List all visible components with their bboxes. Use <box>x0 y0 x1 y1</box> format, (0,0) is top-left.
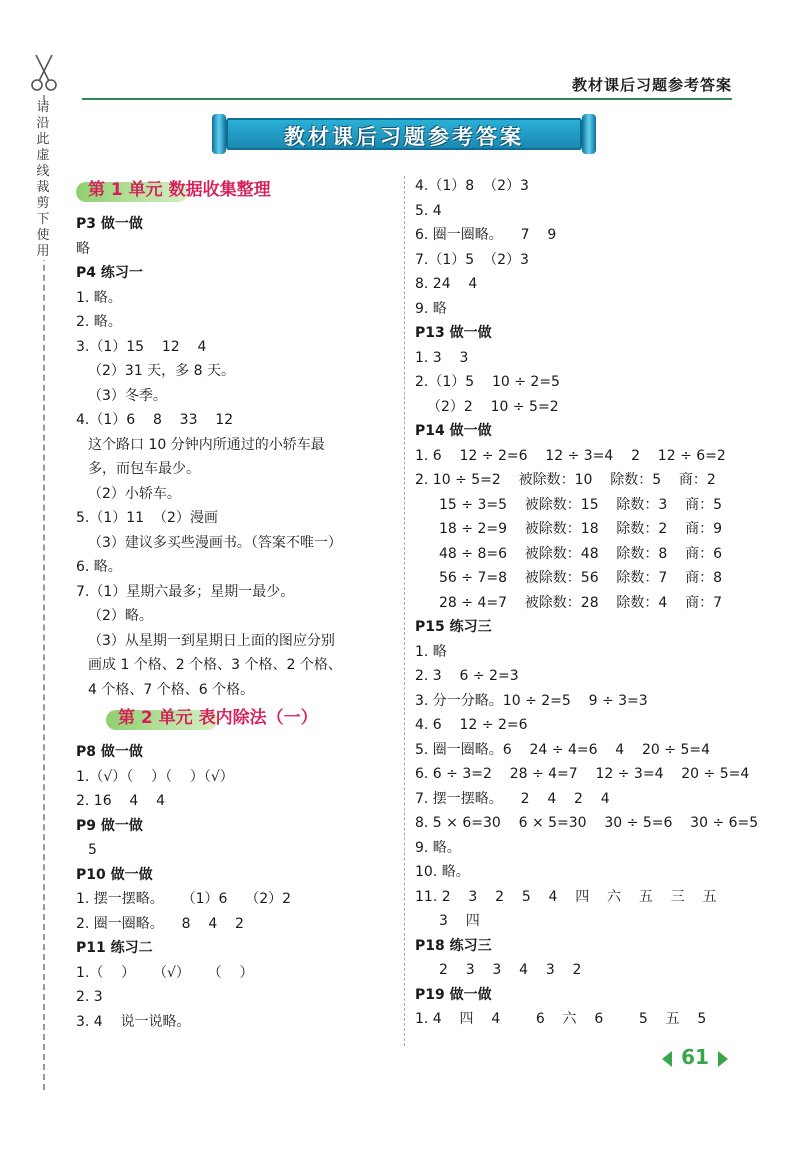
answer-line: 这个路口 10 分钟内所通过的小轿车最 <box>88 436 325 453</box>
answer-line: 2. 16 4 4 <box>76 793 166 809</box>
answer-line: 1.（√）（ ）（ ）（√） <box>76 768 234 785</box>
header-rule <box>82 98 732 100</box>
scissors-icon <box>28 52 60 92</box>
answer-line: 画成 1 个格、2 个格、3 个格、2 个格、 <box>88 657 342 673</box>
answer-line: 9. 略 <box>415 300 447 317</box>
answer-line: 1. 3 3 <box>415 349 469 366</box>
answer-line: 2. 3 <box>76 989 103 1005</box>
answer-line: 4.（1）6 8 33 12 <box>76 412 234 428</box>
answer-line: 48 ÷ 8=6 被除数：48 除数：8 商：6 <box>439 545 723 562</box>
answer-line: 2 3 3 4 3 2 <box>439 962 582 978</box>
answer-line: 多，而包车最少。 <box>88 461 200 477</box>
answer-line: （2）2 10 ÷ 5=2 <box>427 398 559 415</box>
answer-line: 15 ÷ 3=5 被除数：15 除数：3 商：5 <box>439 496 723 513</box>
arrow-left-icon <box>662 1051 672 1067</box>
section-heading: P19 做一做 <box>415 986 492 1003</box>
section-heading: P4 练习一 <box>76 265 143 281</box>
answer-line: （2）31 天，多 8 天。 <box>88 363 235 379</box>
answer-line: 1. 6 12 ÷ 2=6 12 ÷ 3=4 2 12 ÷ 6=2 <box>415 447 726 464</box>
section-heading: P11 练习二 <box>76 940 153 956</box>
banner-title: 教材课后习题参考答案 <box>284 125 524 149</box>
answer-line: 7.（1）5 （2）3 <box>415 251 529 268</box>
section-heading: P3 做一做 <box>76 216 143 232</box>
answer-line: 7.（1）星期六最多；星期一最少。 <box>76 583 295 600</box>
answer-line: 7. 摆一摆略。 2 4 2 4 <box>415 790 610 807</box>
unit-heading <box>76 176 396 210</box>
answer-line: 10. 略。 <box>415 864 470 880</box>
answer-line: 4 个格、7 个格、6 个格。 <box>88 681 255 698</box>
unit-heading-text: 第 2 单元 表内除法（一） <box>118 708 318 728</box>
title-banner <box>208 114 600 154</box>
answer-line: 1. 略。 <box>76 289 122 306</box>
answer-line: 3.（1）15 12 4 <box>76 338 207 355</box>
page-number <box>662 1047 728 1071</box>
answer-line: 6. 6 ÷ 3=2 28 ÷ 4=7 12 ÷ 3=4 20 ÷ 5=4 <box>415 766 750 782</box>
answer-line: 2. 3 6 ÷ 2=3 <box>415 668 519 684</box>
answer-line: 8. 24 4 <box>415 276 478 292</box>
answer-line: （3）从星期一到星期日上面的图应分别 <box>88 632 335 649</box>
left-column <box>76 174 396 1034</box>
unit-heading <box>76 704 396 738</box>
answer-line: 2.（1）5 10 ÷ 2=5 <box>415 374 560 390</box>
section-heading: P13 做一做 <box>415 325 492 341</box>
answer-line: 1. 摆一摆略。 （1）6 （2）2 <box>76 891 292 907</box>
section-heading: P14 做一做 <box>415 423 492 439</box>
unit-heading-text: 第 1 单元 数据收集整理 <box>88 180 271 200</box>
answer-line: （3）冬季。 <box>88 387 167 404</box>
answer-line: 5. 圈一圈略。6 24 ÷ 4=6 4 20 ÷ 5=4 <box>415 741 711 758</box>
answer-line: 4.（1）8 （2）3 <box>415 178 529 194</box>
section-heading: P9 做一做 <box>76 817 143 834</box>
answer-line: 8. 5 × 6=30 6 × 5=30 30 ÷ 5=6 30 ÷ 6=5 <box>415 815 759 831</box>
answer-line: 2. 略。 <box>76 314 122 330</box>
arrow-right-icon <box>718 1051 728 1067</box>
answer-line: 56 ÷ 7=8 被除数：56 除数：7 商：8 <box>439 570 723 586</box>
answer-line: （3）建议多买些漫画书。（答案不唯一） <box>88 534 342 551</box>
right-column <box>415 174 759 1032</box>
answer-line: 1. 4 四 4 6 六 6 5 五 5 <box>415 1011 707 1027</box>
answer-line: 5. 4 <box>415 202 442 219</box>
answer-line: 6. 圈一圈略。 7 9 <box>415 227 557 243</box>
section-heading: P15 练习三 <box>415 619 492 635</box>
answer-line: 28 ÷ 4=7 被除数：28 除数：4 商：7 <box>439 594 723 611</box>
answer-line: 11. 2 3 2 5 4 四 六 五 三 五 <box>415 888 717 905</box>
answer-line: 9. 略。 <box>415 839 461 856</box>
answer-line: （2）略。 <box>88 608 153 624</box>
column-divider <box>404 176 405 1046</box>
header-title: 教材课后习题参考答案 <box>571 76 732 94</box>
answer-line: 4. 6 12 ÷ 2=6 <box>415 717 528 733</box>
answer-line: 5.（1）11 （2）漫画 <box>76 510 218 526</box>
answer-line: 3. 分一分略。10 ÷ 2=5 9 ÷ 3=3 <box>415 692 648 709</box>
answer-line: 3. 4 说一说略。 <box>76 1013 191 1030</box>
answer-line: 2. 10 ÷ 5=2 被除数：10 除数：5 商：2 <box>415 472 716 488</box>
section-heading: P10 做一做 <box>76 866 153 883</box>
section-heading: P18 练习三 <box>415 937 492 954</box>
answer-line: 6. 略。 <box>76 559 122 575</box>
answer-line: 2. 圈一圈略。 8 4 2 <box>76 915 244 932</box>
answer-line: 18 ÷ 2=9 被除数：18 除数：2 商：9 <box>439 521 723 537</box>
answer-line: 1.（ ） （√） （ ） <box>76 964 254 981</box>
answer-line: 5 <box>88 842 97 858</box>
cut-instruction: 请沿此虚线裁剪下使用 <box>32 100 54 260</box>
answer-line: 3 四 <box>439 913 480 929</box>
answer-line: 1. 略 <box>415 643 447 660</box>
page-number-text: 61 <box>681 1045 709 1069</box>
section-heading: P8 做一做 <box>76 744 143 760</box>
answer-line: 略 <box>76 240 90 257</box>
answer-line: （2）小轿车。 <box>88 485 181 502</box>
